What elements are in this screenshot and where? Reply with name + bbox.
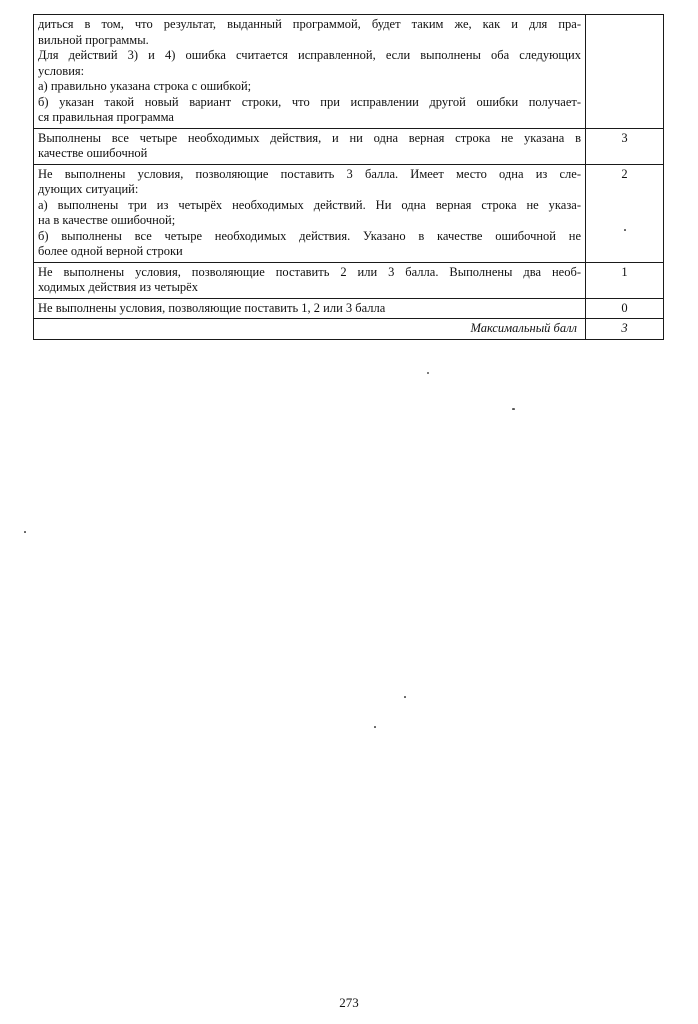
criteria-line: б) выполнены все четыре необходимых действия. Указано в качестве ошибочной не (38, 228, 581, 243)
criteria-score (586, 15, 664, 129)
criteria-description (34, 262, 586, 298)
criteria-line: на в качестве ошибочной; (38, 213, 176, 227)
criteria-line: условия: (38, 63, 85, 78)
criteria-description (34, 298, 586, 319)
criteria-line: ходимых действия из четырёх (38, 280, 198, 294)
criteria-score: 2 (586, 164, 664, 262)
criteria-description (34, 164, 586, 262)
criteria-description (34, 15, 586, 129)
criteria-line: б) указан такой новый вариант строки, что при исправлении другой ошибки получает- (38, 94, 581, 109)
scan-speck (427, 372, 429, 374)
scan-speck (374, 726, 376, 728)
criteria-line: качестве ошибочной (38, 146, 148, 160)
criteria-line: вильной программы. (38, 32, 149, 47)
scan-speck (624, 229, 626, 231)
total-row (34, 319, 664, 340)
criteria-row (34, 164, 664, 262)
criteria-score: 3 (586, 128, 664, 164)
criteria-line: ся правильная программа (38, 110, 174, 124)
criteria-line: Выполнены все четыре необходимых действия, и ни одна верная строка не указана в (38, 130, 581, 145)
criteria-row (34, 128, 664, 164)
page-number: 273 (339, 995, 359, 1010)
max-score-value: 3 (586, 319, 664, 340)
criteria-line: дующих ситуаций: (38, 182, 139, 196)
criteria-line: более одной верной строки (38, 244, 183, 258)
criteria-line: Не выполнены условия, позволяющие поставить 3 балла. Имеет место одна из сле- (38, 166, 581, 181)
criteria-row (34, 262, 664, 298)
criteria-line: а) правильно указана строка с ошибкой; (38, 79, 252, 93)
grading-criteria-table (33, 14, 664, 340)
scan-speck (404, 696, 406, 698)
criteria-score: 1 (586, 262, 664, 298)
criteria-row (34, 298, 664, 319)
criteria-row (34, 15, 664, 129)
criteria-score: 0 (586, 298, 664, 319)
criteria-line: Для действий 3) и 4) ошибка считается исправленной, если выполнены оба следующих (38, 48, 581, 62)
scan-speck (512, 408, 515, 410)
criteria-line: Не выполнены условия, позволяющие поставить 1, 2 или 3 балла (38, 300, 386, 315)
max-score-label: Максимальный балл (34, 319, 586, 340)
scan-speck (24, 531, 26, 533)
criteria-line: а) выполнены три из четырёх необходимых действий. Ни одна верная строка не указа- (38, 197, 581, 212)
criteria-line: Не выполнены условия, позволяющие поставить 2 или 3 балла. Выполнены два необ- (38, 264, 581, 279)
criteria-description (34, 128, 586, 164)
criteria-line: диться в том, что результат, выданный программой, будет таким же, как и для пра- (38, 17, 581, 31)
